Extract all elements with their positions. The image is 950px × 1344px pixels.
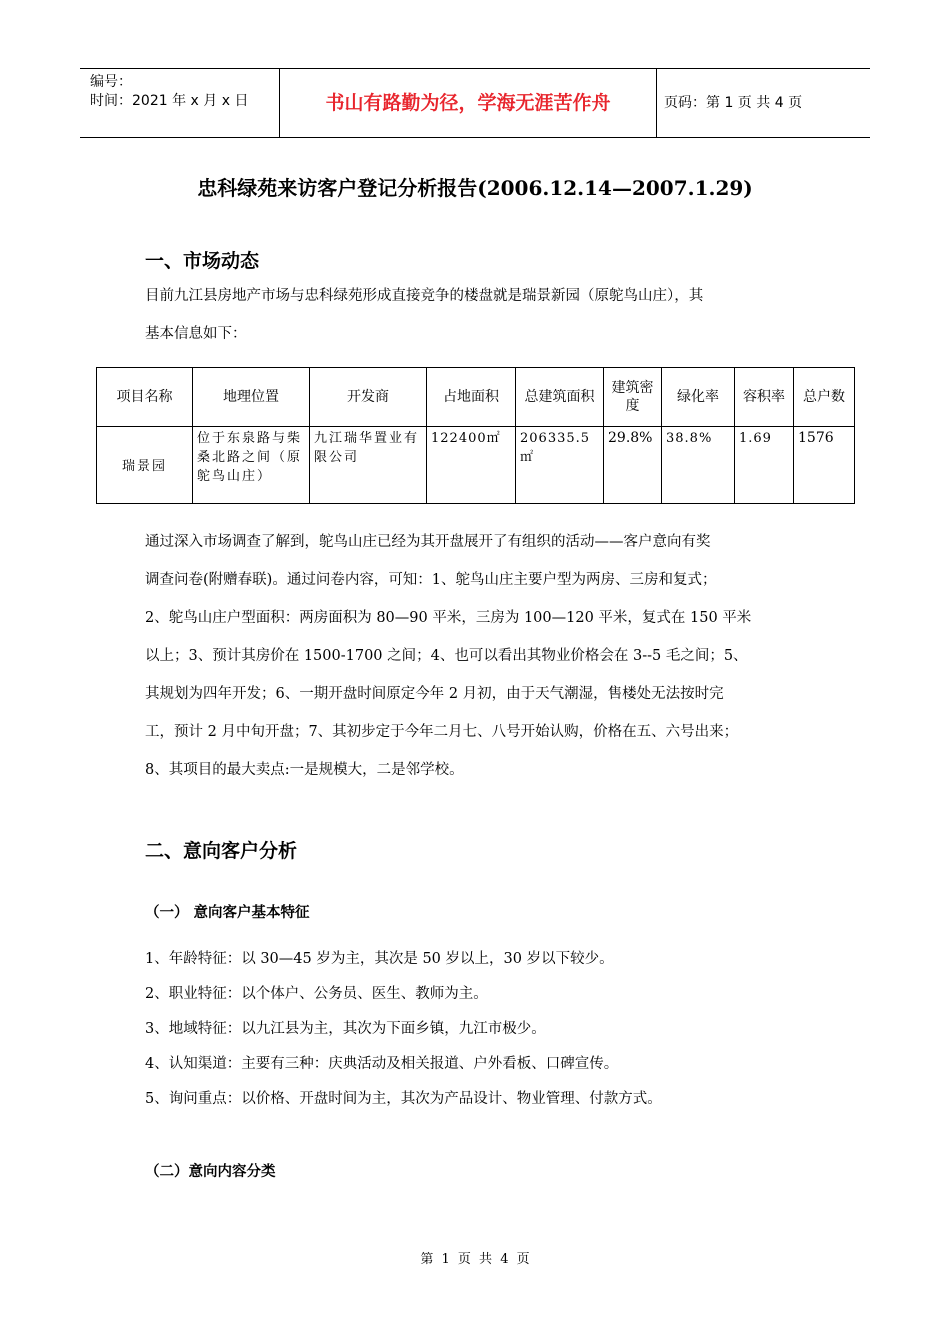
table-cell: 1.69 — [735, 427, 794, 504]
paragraph-line: 目前九江县房地产市场与忠科绿苑形成直接竞争的楼盘就是瑞景新园（原鸵鸟山庄），其 — [145, 288, 704, 304]
table-cell: 1576 — [794, 427, 855, 504]
paragraph-line: 调查问卷(附赠春联)。通过问卷内容，可知：1、鸵鸟山庄主要户型为两房、三房和复式； — [145, 572, 717, 588]
paragraph-line: 8、其项目的最大卖点:一是规模大，二是邻学校。 — [145, 762, 464, 778]
section-heading-customers: 二、意向客户分析 — [145, 840, 298, 862]
page-header — [80, 68, 870, 138]
document-title: 忠科绿苑来访客户登记分析报告(2006.12.14—2007.1.29) — [197, 176, 753, 200]
document-date: 时间：2021 年 x 月 x 日 — [90, 93, 249, 109]
table-row — [97, 427, 855, 504]
paragraph-line: 工，预计 2 月中旬开盘；7、其初步定于今年二月七、八号开始认购，价格在五、六号出来； — [145, 724, 739, 740]
table-header-cell: 总户数 — [794, 368, 855, 427]
table-header-cell: 占地面积 — [427, 368, 516, 427]
table-cell: 38.8% — [662, 427, 735, 504]
competitor-info-table — [96, 367, 855, 504]
list-item: 2、职业特征：以个体户、公务员、医生、教师为主。 — [145, 986, 488, 1002]
table-header-cell: 总建筑面积 — [516, 368, 604, 427]
section-heading-market: 一、市场动态 — [145, 250, 260, 272]
paragraph-line: 通过深入市场调查了解到，鸵鸟山庄已经为其开盘展开了有组织的活动——客户意向有奖 — [145, 534, 711, 550]
header-divider — [656, 69, 657, 137]
table-header-cell: 建筑密度 — [604, 368, 662, 427]
paragraph-line: 以上；3、预计其房价在 1500-1700 之间；4、也可以看出其物业价格会在 3--5 毛之间；5、 — [145, 648, 748, 664]
table-cell: 206335.5㎡ — [516, 427, 604, 504]
paragraph-line: 基本信息如下： — [145, 326, 247, 342]
table-cell: 九江瑞华置业有限公司 — [310, 427, 427, 504]
table-header-cell: 地理位置 — [193, 368, 310, 427]
table-header-cell: 容积率 — [735, 368, 794, 427]
table-header-cell: 绿化率 — [662, 368, 735, 427]
table-cell: 29.8% — [604, 427, 662, 504]
table-header-row — [97, 368, 855, 427]
table-cell: 瑞景园 — [97, 427, 193, 504]
table-cell: 122400㎡ — [427, 427, 516, 504]
section1-intro — [145, 277, 825, 353]
table-header-cell: 项目名称 — [97, 368, 193, 427]
document-number-label: 编号： — [90, 74, 132, 90]
customer-features-list — [145, 942, 825, 1117]
table-cell: 位于东泉路与柴桑北路之间（原鸵鸟山庄） — [193, 427, 310, 504]
list-item: 4、认知渠道：主要有三种：庆典活动及相关报道、户外看板、口碑宣传。 — [145, 1056, 619, 1072]
header-motto: 书山有路勤为径，学海无涯苦作舟 — [325, 92, 611, 114]
subsection-heading: （一） 意向客户基本特征 — [145, 904, 310, 921]
list-item: 5、询问重点：以价格、开盘时间为主，其次为产品设计、物业管理、付款方式。 — [145, 1091, 662, 1107]
subsection-heading: （二）意向内容分类 — [145, 1163, 276, 1180]
paragraph-line: 2、鸵鸟山庄户型面积：两房面积为 80—90 平米，三房为 100—120 平米，复式在 150 平米 — [145, 610, 752, 626]
section1-body — [145, 523, 825, 789]
header-page-info: 页码：第 1 页 共 4 页 — [664, 95, 803, 111]
list-item: 3、地域特征：以九江县为主，其次为下面乡镇，九江市极少。 — [145, 1021, 546, 1037]
page-footer: 第 1 页 共 4 页 — [420, 1252, 530, 1267]
table-header-cell: 开发商 — [310, 368, 427, 427]
paragraph-line: 其规划为四年开发；6、一期开盘时间原定今年 2 月初，由于天气潮湿，售楼处无法按时完 — [145, 686, 724, 702]
header-meta — [90, 73, 248, 111]
list-item: 1、年龄特征：以 30—45 岁为主，其次是 50 岁以上，30 岁以下较少。 — [145, 951, 614, 967]
